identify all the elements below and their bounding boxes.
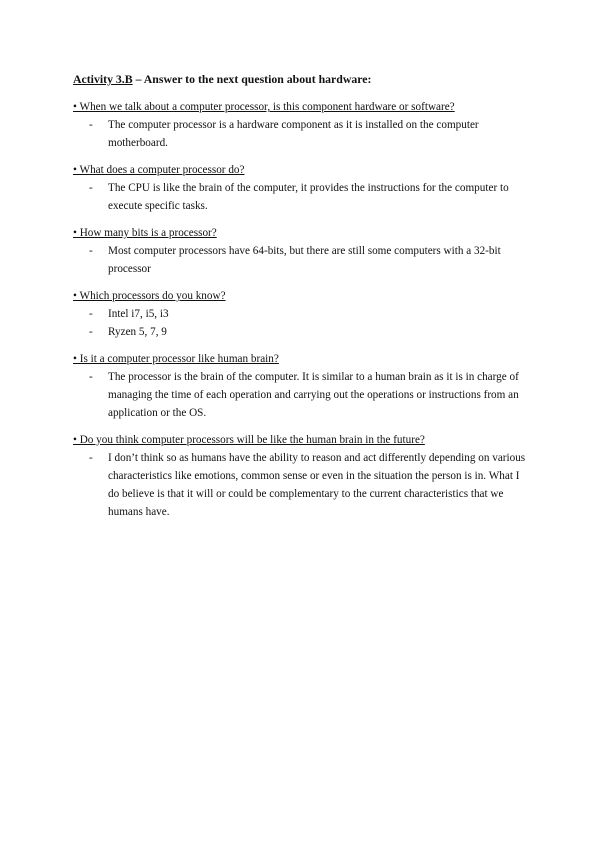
answer-item — [73, 323, 533, 341]
dash-bullet: - — [89, 371, 93, 383]
answer-text: The processor is the brain of the computer. It is similar to a human brain as it is in charge of managing the time of each operation and carrying out the operations or instructions from an application or the OS. — [108, 371, 519, 419]
answer-item — [73, 179, 533, 215]
activity-title-label: Activity 3.B — [73, 72, 133, 86]
question-section — [73, 99, 533, 152]
dash-bullet: - — [89, 452, 93, 464]
answer-list — [73, 116, 533, 152]
answer-list — [73, 305, 533, 341]
answer-item — [73, 305, 533, 323]
answer-text: The computer processor is a hardware component as it is installed on the computer motherboard. — [108, 119, 479, 149]
question-heading: • Do you think computer processors will be like the human brain in the future? — [73, 434, 425, 446]
question-section — [73, 351, 533, 422]
answer-list — [73, 242, 533, 278]
question-heading: • Is it a computer processor like human brain? — [73, 353, 279, 365]
question-heading: • What does a computer processor do? — [73, 164, 245, 176]
question-heading: • How many bits is a processor? — [73, 227, 217, 239]
answer-text: Ryzen 5, 7, 9 — [108, 326, 167, 338]
question-heading: • Which processors do you know? — [73, 290, 226, 302]
answer-list — [73, 368, 533, 422]
question-section — [73, 432, 533, 521]
answer-text: I don’t think so as humans have the ability to reason and act differently depending on various characteristics like emotions, common sense or even in the situation the person is in. What I do believe is that it will or could be complementary to the current characteristics that we humans have. — [108, 452, 526, 518]
dash-bullet: - — [89, 326, 93, 338]
answer-list — [73, 179, 533, 215]
answer-item — [73, 242, 533, 278]
answer-list — [73, 449, 533, 521]
activity-title — [73, 71, 533, 88]
dash-bullet: - — [89, 119, 93, 131]
answer-text: The CPU is like the brain of the computer, it provides the instructions for the computer to execute specific tasks. — [108, 182, 509, 212]
answer-item — [73, 449, 533, 521]
question-section — [73, 288, 533, 341]
answer-item — [73, 116, 533, 152]
dash-bullet: - — [89, 308, 93, 320]
question-section — [73, 162, 533, 215]
dash-bullet: - — [89, 245, 93, 257]
document-content — [73, 71, 533, 531]
answer-text: Intel i7, i5, i3 — [108, 308, 169, 320]
question-heading: • When we talk about a computer processor, is this component hardware or software? — [73, 101, 455, 113]
answer-item — [73, 368, 533, 422]
answer-text: Most computer processors have 64-bits, but there are still some computers with a 32-bit processor — [108, 245, 501, 275]
dash-bullet: - — [89, 182, 93, 194]
question-section — [73, 225, 533, 278]
activity-title-text: – Answer to the next question about hardware: — [132, 72, 372, 86]
